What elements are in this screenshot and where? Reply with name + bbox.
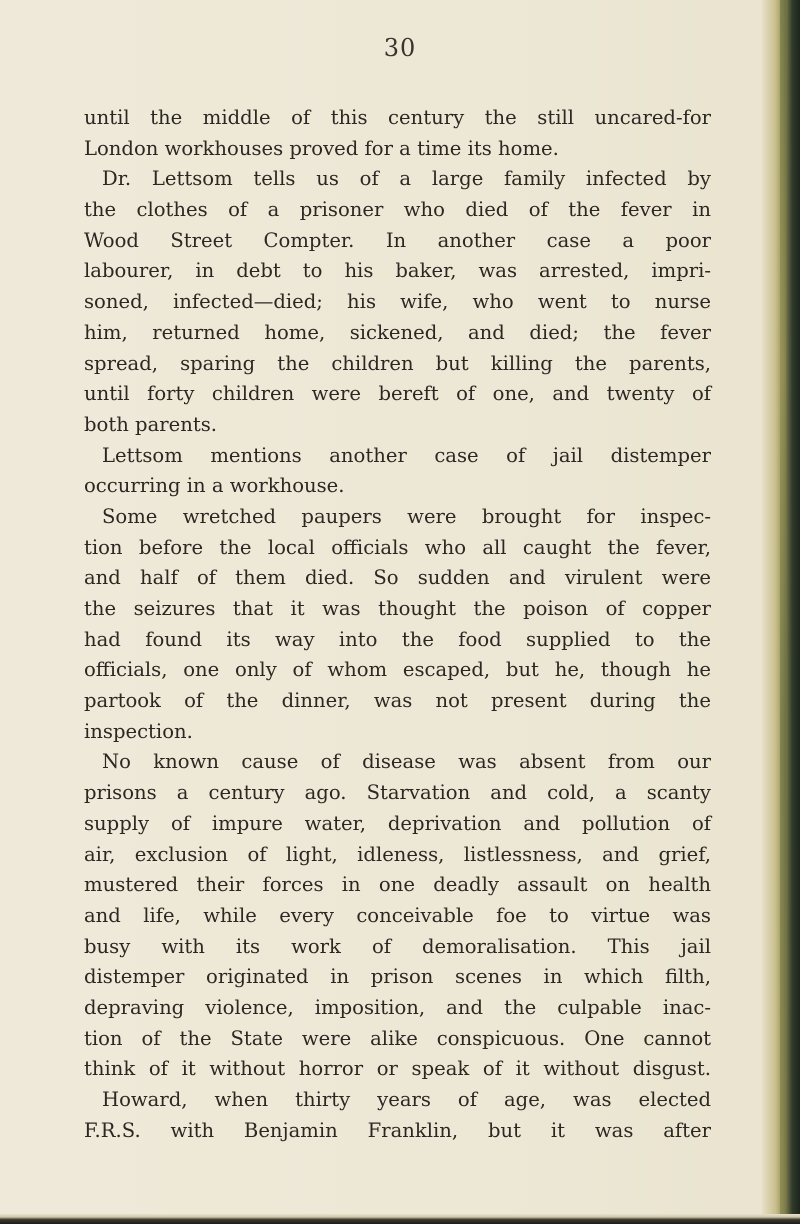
page-bottom-edge bbox=[0, 1214, 800, 1224]
text-line: busy with its work of demoralisation. This jail bbox=[84, 934, 711, 958]
text-line: F.R.S. with Benjamin Franklin, but it was after bbox=[84, 1118, 711, 1142]
text-line: London workhouses proved for a time its home. bbox=[84, 136, 559, 160]
text-line: and half of them died. So sudden and virulent were bbox=[84, 566, 711, 590]
text-line: No known cause of disease was absent from our bbox=[102, 750, 711, 774]
text-line: spread, sparing the children but killing the parents, bbox=[84, 351, 711, 375]
book-spine-edge bbox=[780, 0, 786, 1224]
text-line: Dr. Lettsom tells us of a large family infected by bbox=[102, 167, 711, 191]
text-line: until forty children were bereft of one, and twenty of bbox=[84, 382, 711, 406]
page-number: 30 bbox=[383, 34, 417, 62]
text-line: Howard, when thirty years of age, was elected bbox=[102, 1088, 711, 1111]
text-line: depraving violence, imposition, and the culpable inac- bbox=[84, 995, 711, 1019]
text-line: the seizures that it was thought the poison of copper bbox=[84, 597, 711, 620]
text-line: soned, infected—died; his wife, who went to nurse bbox=[84, 290, 711, 314]
text-line: Wood Street Compter. In another case a poor bbox=[84, 228, 711, 252]
text-line: both parents. bbox=[84, 412, 218, 436]
text-line: distemper originated in prison scenes in which filth, bbox=[84, 965, 711, 989]
text-line: tion of the State were alike conspicuous. One cannot bbox=[84, 1026, 711, 1050]
text-line: occurring in a workhouse. bbox=[84, 474, 345, 498]
text-line: labourer, in debt to his baker, was arrested, impri- bbox=[84, 259, 711, 283]
text-line: inspection. bbox=[84, 719, 193, 743]
text-line: officials, one only of whom escaped, but he, though he bbox=[84, 658, 711, 682]
text-line: mustered their forces in one deadly assault on health bbox=[84, 873, 711, 897]
text-line: and life, while every conceivable foe to virtue was bbox=[84, 903, 711, 927]
text-line: think of it without horror or speak of it without disgust. bbox=[84, 1057, 711, 1081]
text-line: had found its way into the food supplied to the bbox=[84, 627, 711, 651]
text-line: Some wretched paupers were brought for inspec- bbox=[102, 504, 711, 528]
text-line: partook of the dinner, was not present during the bbox=[84, 689, 711, 713]
text-line: him, returned home, sickened, and died; the fever bbox=[84, 320, 711, 344]
text-line: supply of impure water, deprivation and pollution of bbox=[84, 811, 711, 835]
text-line: Lettsom mentions another case of jail distemper bbox=[102, 443, 711, 467]
text-line: prisons a century ago. Starvation and cold, a scanty bbox=[84, 781, 711, 805]
body-text bbox=[84, 103, 711, 1146]
text-line: air, exclusion of light, idleness, listlessness, and grief, bbox=[84, 842, 711, 866]
text-line: the clothes of a prisoner who died of the fever in bbox=[84, 198, 711, 222]
text-line: tion before the local officials who all caught the fever, bbox=[84, 535, 711, 559]
text-line: until the middle of this century the still uncared-for bbox=[84, 106, 711, 129]
